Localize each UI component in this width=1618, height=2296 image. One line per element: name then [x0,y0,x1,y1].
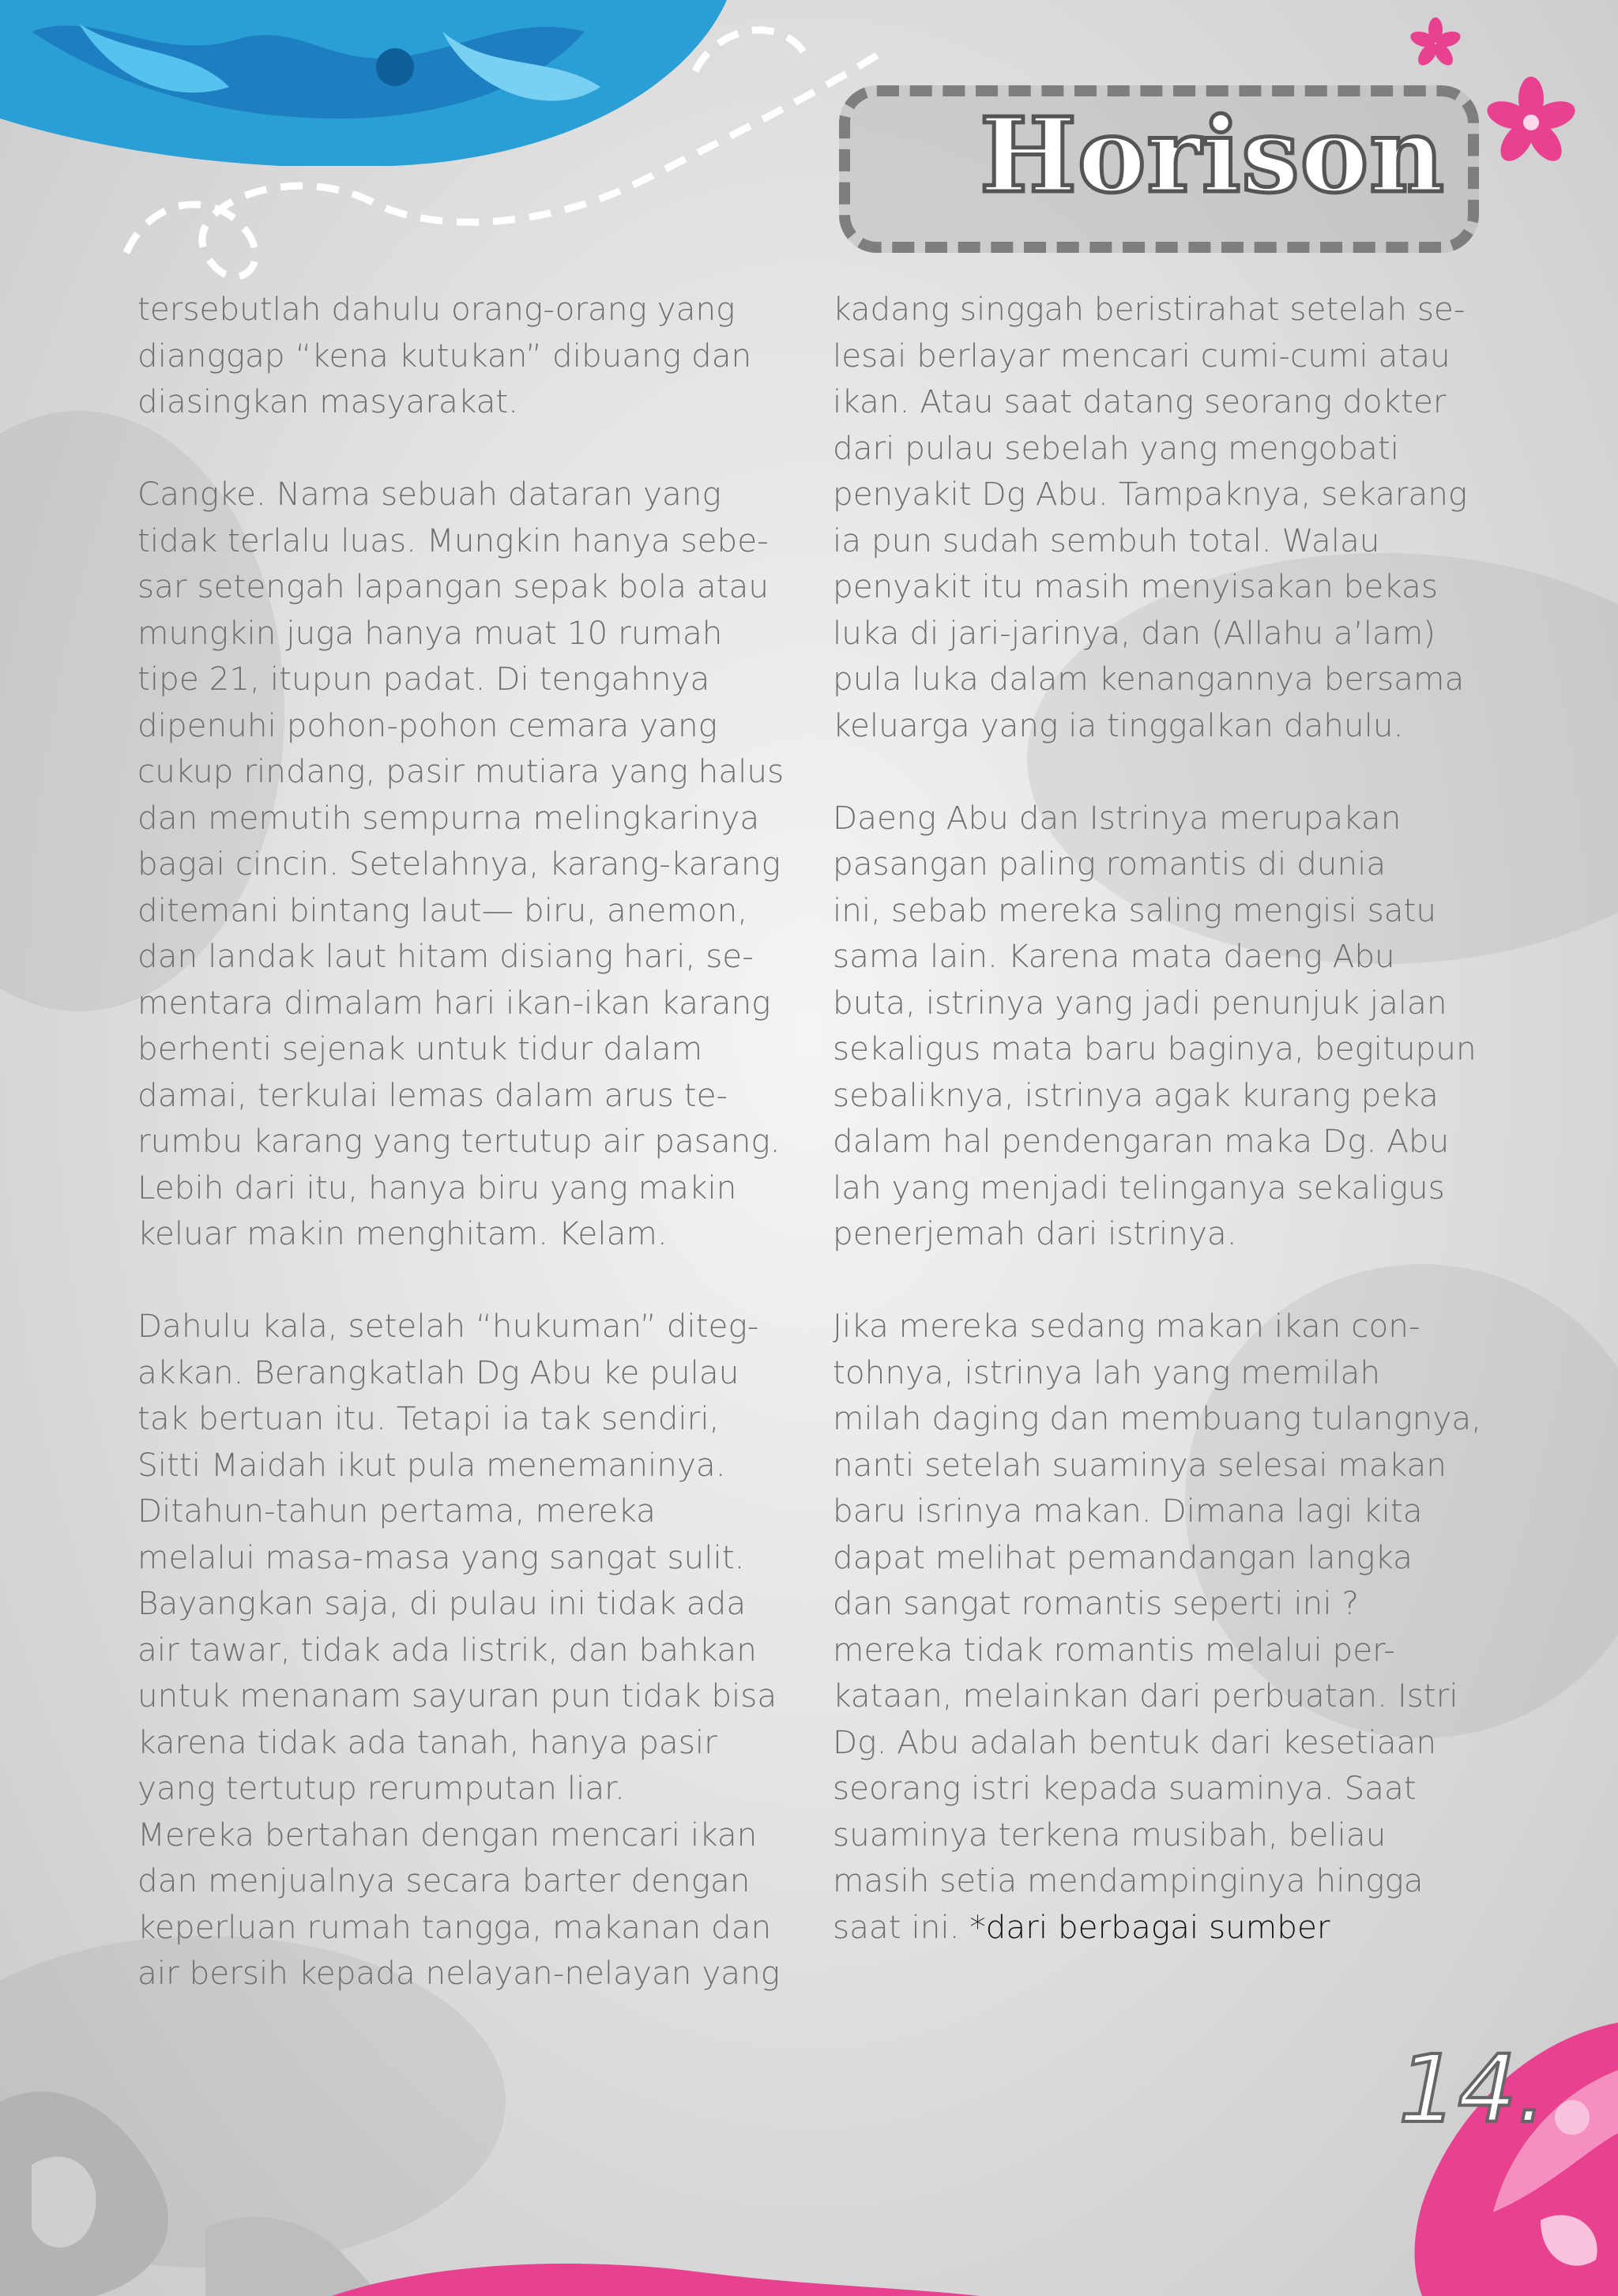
left-text-column [137,286,801,2042]
paragraph: tersebutlah dahulu orang-orang yang dianggap “kena kutukan” dibuang dan diasingkan masyarakat. [137,290,752,420]
paragraph: Jika mereka sedang makan ikan con- tohnya, istrinya lah yang memilah milah daging dan membuang tulangnya, nanti setelah suaminya selesai makan baru isrinya makan. Dimana lagi kita dapat melihat pemandangan langka dan sangat romantis seperti ini ? mereka tidak romantis melalui per- kataan, melainkan dari perbuatan. Istri Dg. Abu adalah bentuk dari kesetiaan seorang istri kepada suaminya. Saat suaminya terkena musibah, beliau masih setia mendampinginya hingga saat ini. [833,1307,1482,1946]
paragraph: Dahulu kala, setelah “hukuman” diteg- akkan. Berangkatlah Dg Abu ke pulau tak bertuan itu. Tetapi ia tak sendiri, Sitti Maidah ikut pula menemaninya. Ditahun-tahun pertama, mereka melalui masa-masa yang sangat sulit. Bayangkan saja, di pulau ini tidak ada air tawar, tidak ada listrik, dan bahkan untuk menanam sayuran pun tidak bisa karena tidak ada tanah, hanya pasir yang tertutup rerumputan liar. Mereka bertahan dengan mencari ikan dan menjualnya secara barter dengan keperluan rumah tangga, makanan dan air bersih kepada nelayan-nelayan yang [137,1307,781,1992]
dashed-swirl-decoration [119,0,909,284]
pink-flower-icon [1484,75,1578,170]
pink-flower-small-icon [1408,16,1463,71]
page-number: 14. [1398,2034,1547,2144]
paragraph-with-source [833,1303,1496,1950]
paragraph: kadang singgah beristirahat setelah se- lesai berlayar mencari cumi-cumi atau ikan. Atau saat datang seorang dokter dari pulau sebelah yang mengobati penyakit Dg Abu. Tampaknya, sekarang ia pun sudah sembuh total. Walau penyakit itu masih menyisakan bekas luka di jari-jarinya, dan (Allahu a’lam) pula luka dalam kenangannya bersama keluarga yang ia tinggalkan dahulu. [833,290,1468,744]
paragraph: Cangke. Nama sebuah dataran yang tidak terlalu luas. Mungkin hanya sebe- sar setengah lapangan sepak bola atau mungkin juga hanya muat 10 rumah tipe 21, itupun padat. Di tengahnya dipenuhi pohon-pohon cemara yang cukup rindang, pasir mutiara yang halus dan memutih sempurna melingkarinya bagai cincin. Setelahnya, karang-karang ditemani bintang laut— biru, anemon, dan landak laut hitam disiang hari, se- mentara dimalam hari ikan-ikan karang berhenti sejenak untuk tidur dalam damai, terkulai lemas dalam arus te- rumbu karang yang tertutup air pasang. Lebih dari itu, hanya biru yang makin keluar makin menghitam. Kelam. [137,475,785,1252]
magazine-title: Horison [980,95,1445,216]
paragraph: Daeng Abu dan Istrinya merupakan pasangan paling romantis di dunia ini, sebab mereka saling mengisi satu sama lain. Karena mata daeng Abu buta, istrinya yang jadi penunjuk jalan sekaligus mata baru baginya, begitupun sebaliknya, istrinya agak kurang peka dalam hal pendengaran maka Dg. Abu lah yang menjadi telinganya sekaligus penerjemah dari istrinya. [833,798,1477,1252]
pink-stripe-decoration [332,2256,980,2296]
right-text-column [833,286,1496,1997]
source-note: *dari berbagai sumber [969,1907,1330,1946]
